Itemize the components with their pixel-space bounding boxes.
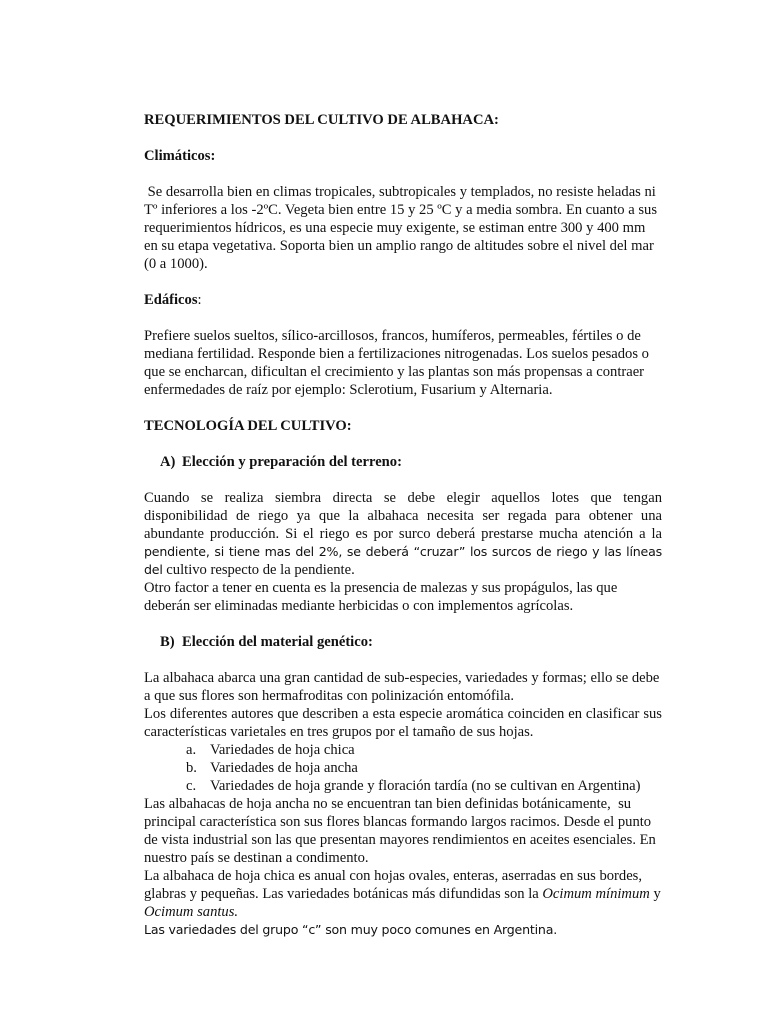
paragraph-b-4	[144, 867, 662, 921]
paragraph-a-2: Otro factor a tener en cuenta es la presencia de malezas y sus propágulos, las que deberán ser eliminadas mediante herbicidas o con implementos agrícolas.	[144, 580, 618, 614]
heading-tecnologia: TECNOLOGÍA DEL CULTIVO:	[144, 418, 352, 434]
document-page	[144, 111, 662, 939]
subheading-b	[144, 633, 662, 651]
list-item	[144, 777, 662, 795]
document-title: REQUERIMIENTOS DEL CULTIVO DE ALBAHACA:	[144, 112, 499, 128]
list-item-mark: c.	[186, 778, 197, 794]
paragraph-b-2: Los diferentes autores que describen a esta especie aromática coinciden en clasificar sus características varietales en tres grupos por el tamaño de sus hojas.	[144, 706, 662, 740]
heading-climaticos: Climáticos:	[144, 148, 216, 164]
list-item-text: Variedades de hoja ancha	[210, 760, 358, 776]
paragraph-b-1: La albahaca abarca una gran cantidad de sub-especies, variedades y formas; ello se debe a que sus flores son hermafroditas con polinización entomófila.	[144, 670, 660, 704]
paragraph-a-1	[144, 489, 662, 579]
paragraph-climaticos: Se desarrolla bien en climas tropicales, subtropicales y templados, no resiste heladas ni Tº inferiores a los -2ºC. Vegeta bien entre 15 y 25 ºC y a media sombra. En cuanto a sus requerimientos hídricos, es una especie muy exigente, se estiman entre 300 y 400 mm en su etapa vegetativa. Soporta bien un amplio rango de altitudes sobre el nivel del mar (0 a 1000).	[144, 184, 661, 272]
species-name-minimum: Ocimum mínimum	[542, 886, 650, 902]
subheading-a-text: Elección y preparación del terreno:	[182, 454, 402, 470]
subheading-a-letter: A)	[160, 454, 176, 470]
list-item-mark: b.	[186, 760, 197, 776]
paragraph-a-1-part3: cultivo respecto de la pendiente.	[162, 562, 355, 578]
varieties-list	[144, 741, 662, 795]
paragraph-a-1-part1: Cuando se realiza siembra directa se debe elegir aquellos lotes que tengan disponibilidad de riego ya que la albahaca necesita ser regada para obtener una abundante producción. Si el riego es por surco deberá prestarse mucha atención a la	[144, 490, 662, 542]
heading-edaficos-colon: :	[197, 292, 202, 308]
list-item-text: Variedades de hoja grande y floración tardía (no se cultivan en Argentina)	[210, 778, 641, 794]
heading-edaficos-label: Edáficos	[144, 292, 198, 308]
list-item-mark: a.	[186, 742, 197, 758]
subheading-a	[144, 453, 662, 471]
paragraph-a-1-part2: pendiente, si tiene mas del 2%, se deberá “cruzar” los surcos de riego y las líneas del	[144, 544, 662, 577]
list-item-text: Variedades de hoja chica	[210, 742, 355, 758]
species-name-santus: Ocimum santus.	[144, 904, 239, 920]
subheading-b-letter: B)	[160, 634, 175, 650]
paragraph-b-5: Las variedades del grupo “c” son muy poco comunes en Argentina.	[144, 922, 558, 937]
paragraph-b-3: Las albahacas de hoja ancha no se encuentran tan bien definidas botánicamente, su principal característica son sus flores blancas formando largos racimos. Desde el punto de vista industrial son las que presentan mayores rendimientos en aceites esenciales. En nuestro país se destinan a condimento.	[144, 796, 660, 866]
paragraph-edaficos: Prefiere suelos sueltos, sílico-arcillosos, francos, humíferos, permeables, fértiles o de mediana fertilidad. Responde bien a fertilizaciones nitrogenadas. Los suelos pesados o que se encharcan, dificultan el crecimiento y las plantas son más propensas a contraer enfermedades de raíz por ejemplo: Sclerotium, Fusarium y Alternaria.	[144, 328, 649, 398]
subheading-b-text: Elección del material genético:	[182, 634, 373, 650]
paragraph-b-4-part2: y	[649, 886, 661, 902]
paragraph-b-4-part1: La albahaca de hoja chica es anual con hojas ovales, enteras, aserradas en sus bordes, glabras y pequeñas. Las variedades botánicas más difundidas son la	[144, 868, 642, 902]
heading-edaficos	[144, 291, 662, 309]
list-item	[144, 759, 662, 777]
list-item	[144, 741, 662, 759]
